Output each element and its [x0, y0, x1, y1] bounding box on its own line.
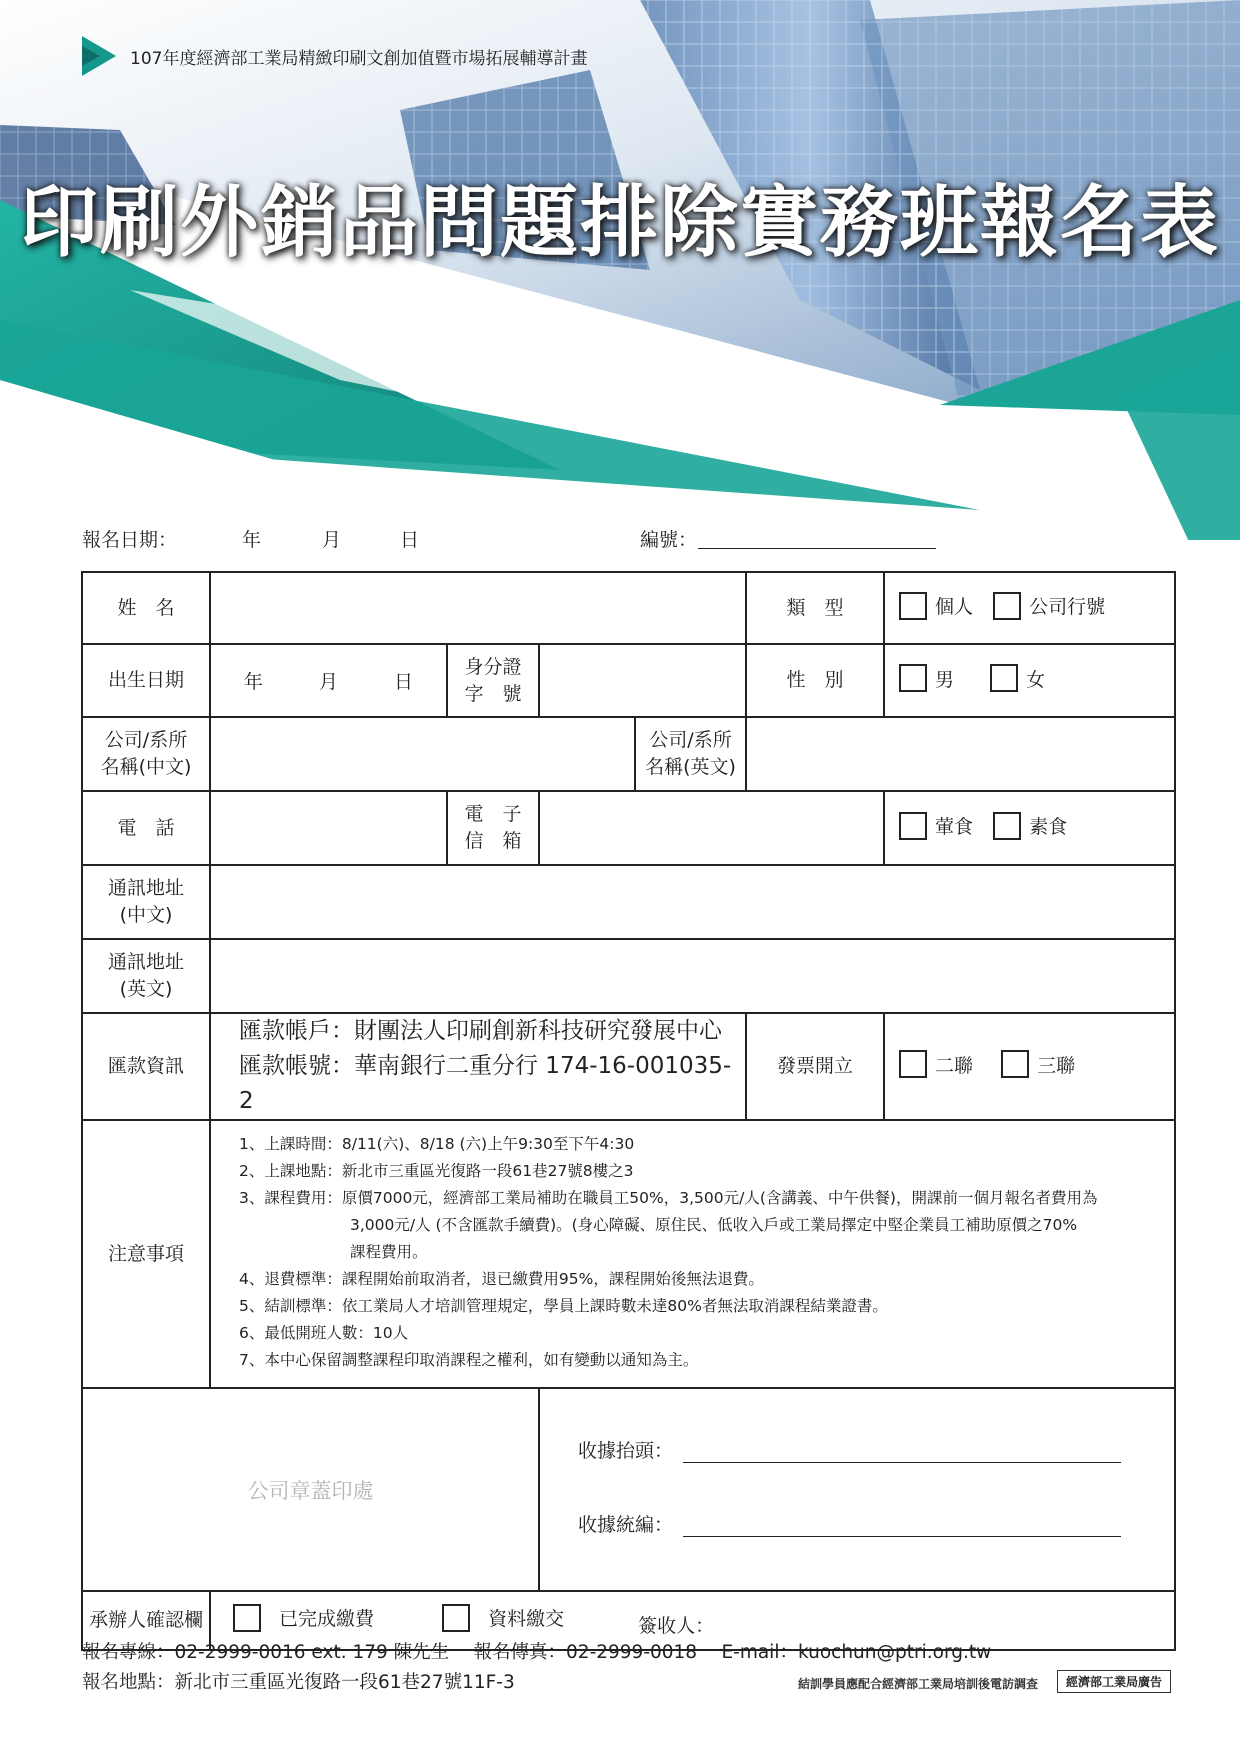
confirm-sign-label: 簽收人： — [638, 1614, 715, 1637]
note-1: 1、上課時間：8/11(六)、8/18 (六)上午9:30至下午4:30 — [239, 1135, 635, 1153]
confirm-paid-label: 已完成繳費 — [279, 1608, 375, 1630]
type-company-label: 公司行號 — [1029, 596, 1106, 618]
id-label-line2: 字 號 — [464, 682, 522, 705]
meal-meat-checkbox[interactable] — [899, 812, 927, 840]
address-cn-label-line1: 通訊地址 — [107, 877, 184, 899]
gender-female-checkbox[interactable] — [990, 664, 1018, 692]
number-field[interactable] — [698, 548, 936, 549]
id-label-line1: 身分證 — [464, 655, 522, 678]
company-en-field[interactable] — [746, 717, 1175, 791]
receipt-title-label: 收據抬頭： — [578, 1439, 674, 1462]
company-en-label-line2: 名稱(英文) — [645, 756, 736, 778]
page-title: 印刷外銷品問題排除實務班報名表 — [19, 178, 1220, 268]
stamp-placeholder: 公司章蓋印處 — [247, 1478, 374, 1503]
row-remittance — [82, 1013, 1175, 1120]
company-cn-label — [82, 717, 210, 791]
type-personal-option[interactable] — [899, 592, 973, 620]
invoice-options — [884, 1013, 1175, 1120]
note-7: 7、本中心保留調整課程印取消課程之權利，如有變動以通知為主。 — [239, 1351, 699, 1369]
row-birth — [82, 644, 1175, 717]
row-name — [82, 572, 1175, 644]
date-day: 日 — [400, 529, 420, 551]
type-options — [884, 572, 1175, 644]
invoice-three-option[interactable] — [1001, 1050, 1075, 1078]
email-field[interactable] — [539, 791, 884, 865]
birth-field[interactable] — [210, 644, 447, 717]
meal-options — [884, 791, 1175, 865]
invoice-two-checkbox[interactable] — [899, 1050, 927, 1078]
row-company — [82, 717, 1175, 791]
confirm-docs-option[interactable] — [442, 1604, 564, 1632]
company-cn-label-line1: 公司/系所 — [104, 729, 188, 751]
row-notes — [82, 1120, 1175, 1388]
birth-day: 日 — [394, 671, 414, 693]
birth-label: 出生日期 — [82, 644, 210, 717]
meal-meat-option[interactable] — [899, 812, 973, 840]
gender-female-option[interactable] — [990, 664, 1045, 692]
gender-options — [884, 644, 1175, 717]
invoice-three-checkbox[interactable] — [1001, 1050, 1029, 1078]
note-4: 4、退費標準：課程開始前取消者，退已繳費用95%，課程開始後無法退費。 — [239, 1270, 764, 1288]
confirm-docs-label: 資料繳交 — [488, 1608, 565, 1630]
confirm-paid-checkbox[interactable] — [233, 1604, 261, 1632]
note-5: 5、結訓標準：依工業局人才培訓管理規定，學員上課時數未達80%者無法取消課程結業證書。 — [239, 1297, 888, 1315]
program-title: 107年度經濟部工業局精緻印刷文創加值暨市場拓展輔導計畫 — [130, 48, 588, 69]
row-stamp — [82, 1388, 1175, 1591]
number-label: 編號： — [640, 529, 698, 551]
birth-year: 年 — [243, 671, 263, 693]
gender-male-checkbox[interactable] — [899, 664, 927, 692]
meal-meat-label: 葷食 — [935, 816, 974, 838]
receipt-area — [539, 1388, 1175, 1591]
registration-form — [81, 571, 1176, 1651]
gender-female-label: 女 — [1026, 668, 1046, 691]
confirm-paid-option[interactable] — [233, 1604, 374, 1632]
gender-male-label: 男 — [935, 668, 955, 691]
invoice-label: 發票開立 — [746, 1013, 884, 1120]
company-cn-field[interactable] — [210, 717, 635, 791]
note-2: 2、上課地點：新北市三重區光復路一段61巷27號8樓之3 — [239, 1162, 634, 1180]
header-banner — [0, 0, 1240, 540]
stamp-area[interactable] — [82, 1388, 539, 1591]
program-line — [82, 36, 587, 76]
note-3-end: 課程費用。 — [350, 1243, 428, 1261]
address-en-field[interactable] — [210, 939, 1175, 1013]
address-en-label-line2: (英文) — [119, 978, 173, 1000]
remit-number: 匯款帳號：華南銀行二重分行 174-16-001035-2 — [239, 1053, 732, 1114]
play-logo-icon — [82, 36, 116, 76]
company-en-label-line1: 公司/系所 — [649, 729, 732, 751]
email-label-line1: 電 子 — [464, 803, 522, 825]
id-field[interactable] — [539, 644, 746, 717]
confirm-docs-checkbox[interactable] — [442, 1604, 470, 1632]
gender-male-option[interactable] — [899, 664, 954, 692]
address-cn-label — [82, 865, 210, 939]
receipt-tax-field[interactable] — [683, 1536, 1121, 1537]
name-label: 姓 名 — [82, 572, 210, 644]
address-cn-field[interactable] — [210, 865, 1175, 939]
receipt-title-row — [578, 1414, 1174, 1490]
phone-field[interactable] — [210, 791, 447, 865]
note-6: 6、最低開班人數：10人 — [239, 1324, 409, 1342]
receipt-tax-row — [578, 1490, 1174, 1566]
notes-label: 注意事項 — [82, 1120, 210, 1388]
remit-info — [210, 1013, 746, 1120]
remit-label: 匯款資訊 — [82, 1013, 210, 1120]
email-label-line2: 信 箱 — [464, 830, 522, 852]
meal-veg-checkbox[interactable] — [993, 812, 1021, 840]
company-cn-label-line2: 名稱(中文) — [100, 756, 192, 778]
remit-account: 匯款帳戶：財團法人印刷創新科技研究發展中心 — [239, 1018, 722, 1044]
address-cn-label-line2: (中文) — [119, 904, 173, 926]
invoice-two-label: 二聯 — [935, 1054, 974, 1077]
footer-contact: 報名專線：02-2999-0016 ext. 179 陳先生 報名傳真：02-2999-0018 E-mail：kuochun@ptri.org.tw — [82, 1642, 992, 1663]
id-label — [447, 644, 539, 717]
gender-label: 性 別 — [746, 644, 884, 717]
date-year: 年 — [242, 529, 262, 551]
confirm-label: 承辦人確認欄 — [82, 1591, 210, 1650]
note-3-cont: 3,000元/人 (不含匯款手續費)。(身心障礙、原住民、低收入戶或工業局擇定中堅企業員工補助原價之70% — [350, 1216, 1078, 1234]
date-label: 報名日期： — [82, 529, 178, 551]
type-company-option[interactable] — [993, 592, 1105, 620]
invoice-three-label: 三聯 — [1037, 1054, 1076, 1077]
company-en-label — [635, 717, 746, 791]
address-en-label — [82, 939, 210, 1013]
footer-address: 報名地點：新北市三重區光復路一段61巷27號11F-3 — [82, 1672, 515, 1693]
type-company-checkbox[interactable] — [993, 592, 1021, 620]
email-label — [447, 791, 539, 865]
notes-list — [210, 1120, 1175, 1388]
date-month: 月 — [322, 529, 342, 551]
receipt-tax-label: 收據統編： — [578, 1513, 674, 1536]
birth-month: 月 — [318, 671, 338, 693]
address-en-label-line1: 通訊地址 — [107, 951, 184, 973]
meal-veg-option[interactable] — [993, 812, 1067, 840]
note-3: 3、課程費用：原價7000元，經濟部工業局補助在職員工50%，3,500元/人(含講義、中午供餐)，開課前一個月報名者費用為 — [239, 1189, 1098, 1207]
ad-badge: 經濟部工業局廣告 — [1057, 1670, 1171, 1693]
invoice-two-option[interactable] — [899, 1050, 973, 1078]
meal-veg-label: 素食 — [1029, 816, 1068, 838]
type-label: 類 型 — [746, 572, 884, 644]
row-phone — [82, 791, 1175, 865]
row-address-en — [82, 939, 1175, 1013]
survey-note: 結訓學員應配合經濟部工業局培訓後電訪調查 — [798, 1677, 1039, 1691]
receipt-title-field[interactable] — [683, 1462, 1121, 1463]
type-personal-checkbox[interactable] — [899, 592, 927, 620]
phone-label: 電 話 — [82, 791, 210, 865]
type-personal-label: 個人 — [935, 596, 974, 618]
name-field[interactable] — [210, 572, 746, 644]
row-address-cn — [82, 865, 1175, 939]
